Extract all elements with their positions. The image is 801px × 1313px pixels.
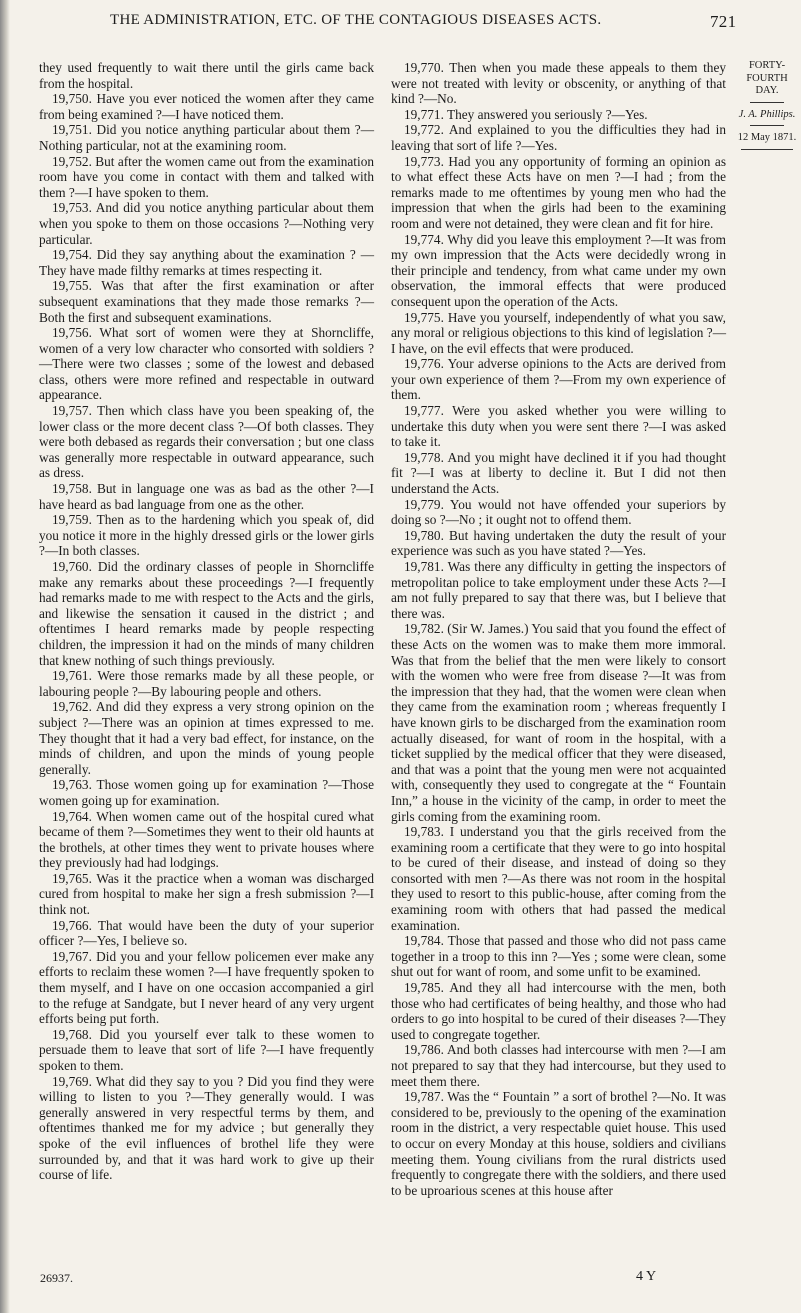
margin-note bbox=[736, 60, 798, 150]
testimony-paragraph: 19,753. And did you notice anything particular about them when you spoke to them on those occasions ?—Nothing very particular. bbox=[39, 200, 374, 247]
testimony-paragraph: 19,780. But having undertaken the duty the result of your experience was such as you have stated ?—Yes. bbox=[391, 527, 726, 559]
testimony-paragraph: 19,763. Those women going up for examination ?—Those women going up for examination. bbox=[39, 777, 374, 808]
testimony-paragraph: 19,755. Was that after the first examination or after subsequent examinations that they made those remarks ?—Both the first and subsequent examinations. bbox=[39, 278, 374, 325]
testimony-paragraph: 19,785. And they all had intercourse with the men, both those who had certificates of being healthy, and those who had orders to go into hospital to be cured of their diseases ?—They used to congregate together. bbox=[391, 980, 726, 1042]
testimony-paragraph: 19,787. Was the “ Fountain ” a sort of brothel ?—No. It was considered to be, previously to the opening of the examination room in the district, a very respectable quiet house. This used to occur on every Monday at this house, soldiers and civilians meeting them. Young civilians from the rural districts used frequently to congregate there with the soldiers, and there used to be uproarious scenes at this house after bbox=[391, 1089, 726, 1198]
testimony-paragraph: 19,765. Was it the practice when a woman was discharged cured from hospital to make her sign a fresh submission ?—I think not. bbox=[39, 870, 374, 918]
margin-day-label-1: FORTY- bbox=[748, 60, 786, 71]
testimony-paragraph: 19,778. And you might have declined it if you had thought fit ?—I was at liberty to decline it. But I did not then understand the Acts. bbox=[391, 449, 726, 497]
testimony-paragraph: 19,757. Then which class have you been speaking of, the lower class or the more decent class ?—Of both classes. They were both debased as regards their conversation ; but one class was generally more respectable in outward appearance, such as dress. bbox=[39, 403, 374, 481]
testimony-paragraph: 19,771. They answered you seriously ?—Yes. bbox=[404, 106, 648, 122]
testimony-paragraph: 19,782. (Sir W. James.) You said that you found the effect of these Acts on the women was to make them more immoral. Was that from the belief that the men were likely to consort with the women who were free from disease ?—It was from the impression that they had, that the women were clean when they came from the examination room ; whereas frequently I have known girls to be discharged from the examination room actually diseased, for want of room in the hospital, with a ticket supplied by the medical officer that they were diseased, and that was a point that the young men were not acquainted with, consequently they used to congregate at the “ Fountain Inn,” a house in the vicinity of the camp, in order to meet the girls coming from the examining room. bbox=[391, 621, 726, 824]
testimony-paragraph: 19,767. Did you and your fellow policemen ever make any efforts to reclaim these women ?—I have frequently spoken to them myself, and I have on one occasion accompanied a girl to the refuge at Sandgate, but I never heard of any very urgent efforts being put forth. bbox=[39, 948, 374, 1027]
testimony-paragraph: 19,768. Did you yourself ever talk to these women to persuade them to leave that sort of life ?—I have frequently spoken to them. bbox=[39, 1026, 374, 1073]
testimony-paragraph: 19,760. Did the ordinary classes of people in Shorncliffe make any remarks about these proceedings ?—I frequently had remarks made to me with respect to the Acts and the girls, and likewise the sensation it caused in the district ; and oftentimes I heard remarks made by people respecting children, the impression it had on the minds of many children that knew nothing of such things previously. bbox=[39, 559, 374, 668]
testimony-paragraph: 19,775. Have you yourself, independently of what you saw, any moral or religious objections to this kind of legislation ?—I have, on the evil effects that were produced. bbox=[391, 309, 726, 356]
testimony-paragraph: 19,754. Did they say anything about the examination ? — They have made filthy remarks at times respecting it. bbox=[39, 247, 374, 278]
testimony-paragraph: 19,750. Have you ever noticed the women after they came from being examined ?—I have noticed them. bbox=[39, 91, 374, 122]
testimony-paragraph: 19,762. And did they express a very strong opinion on the subject ?—There was an opinion at times expressed to me. They thought that it had a very bad effect, for instance, on the minds of children, and upon the minds of young people generally. bbox=[39, 699, 374, 777]
testimony-paragraph: 19,777. Were you asked whether you were willing to undertake this duty when you were sent there ?—I was asked to take it. bbox=[391, 403, 726, 450]
margin-date: 12 May 1871. bbox=[737, 132, 797, 143]
testimony-paragraph: 19,783. I understand you that the girls received from the examining room a certificate that they were to go into hospital to be cured of their disease, and instead of doing so they consorted with men ?—As there was not room in the hospital they used to resort to this public-house, after coming from the examining room with others that had passed the medical examination. bbox=[391, 824, 726, 933]
folio-mark: 4 Y bbox=[636, 1269, 657, 1284]
testimony-paragraph: 19,766. That would have been the duty of your superior officer ?—Yes, I believe so. bbox=[39, 917, 374, 949]
testimony-paragraph: 19,770. Then when you made these appeals to them they were not treated with levity or obscenity, or anything of that kind ?—No. bbox=[391, 60, 726, 107]
testimony-paragraph: 19,751. Did you notice anything particular about them ?—Nothing particular, not at the examining room. bbox=[39, 122, 374, 153]
testimony-paragraph: 19,769. What did they say to you ? Did you find they were willing to listen to you ?—They generally would. I was generally answered in very respectful terms by them, and oftentimes thanked me for my advice ; but generally they spoke of the evil influences of brothel life they were surrounded by, and that it was hard work to give up their course of life. bbox=[39, 1073, 374, 1183]
testimony-paragraph: 19,772. And explained to you the difficulties they had in leaving that sort of life ?—Yes. bbox=[391, 122, 726, 153]
left-column bbox=[39, 60, 374, 1183]
testimony-paragraph: 19,759. Then as to the hardening which you speak of, did you notice it more in the highly dressed girls or the lower girls ?—In both classes. bbox=[39, 512, 374, 559]
testimony-paragraph: 19,773. Had you any opportunity of forming an opinion as to what effect these Acts have on men ?—I had ; from the remarks made to me oftentimes by young men who had the impression that when the girls had been to the examining room and were not detained, they were clean and fit for hire. bbox=[391, 153, 726, 231]
signature-mark: 26937. bbox=[40, 1271, 73, 1285]
testimony-paragraph: 19,758. But in language one was as bad as the other ?—I have heard as bad language from one as the other. bbox=[39, 481, 374, 512]
testimony-paragraph: they used frequently to wait there until the girls came back from the hospital. bbox=[39, 60, 374, 91]
testimony-paragraph: 19,784. Those that passed and those who did not pass came together in a troop to this inn ?—Yes ; some were clean, some shut out for want of room, and some unfit to be examined. bbox=[391, 933, 726, 980]
testimony-paragraph: 19,779. You would not have offended your superiors by doing so ?—No ; it ought not to offend them. bbox=[391, 496, 726, 528]
testimony-paragraph: 19,756. What sort of women were they at Shorncliffe, women of a very low character who consorted with soldiers ?—There were two classes ; some of the lowest and debased class, others were more refined and respectable in outward appearance. bbox=[39, 325, 374, 403]
testimony-paragraph: 19,774. Why did you leave this employment ?—It was from my own impression that the Acts were decidedly wrong in their principle and tendency, from what came under my own observation, the immoral effects that were produced consequent upon the operation of the Acts. bbox=[391, 231, 726, 309]
testimony-paragraph: 19,781. Was there any difficulty in getting the inspectors of metropolitan police to take employment under these Acts ?—I am not fully prepared to say that there was, but I believe that there was. bbox=[391, 559, 726, 621]
testimony-paragraph: 19,764. When women came out of the hospital cured what became of them ?—Sometimes they went to their old haunts at the brothels, at other times they went to private houses where they previously had had lodgings. bbox=[39, 808, 374, 871]
testimony-paragraph: 19,761. Were those remarks made by all these people, or labouring people ?—By labouring people and others. bbox=[39, 668, 374, 699]
margin-day-label-2: FOURTH DAY. bbox=[746, 72, 788, 96]
right-column bbox=[391, 60, 726, 1198]
testimony-paragraph: 19,776. Your adverse opinions to the Acts are derived from your own experience of them ?—From my own experience of them. bbox=[391, 356, 726, 403]
margin-rule bbox=[750, 102, 784, 103]
margin-rule bbox=[741, 149, 793, 150]
page-title: THE ADMINISTRATION, ETC. OF THE CONTAGIOUS DISEASES ACTS. bbox=[110, 12, 602, 28]
margin-witness: J. A. Phillips. bbox=[738, 108, 796, 120]
margin-rule bbox=[750, 125, 784, 126]
testimony-paragraph: 19,752. But after the women came out from the examination room have you come in contact with them and talked with them ?—I have spoken to them. bbox=[39, 153, 374, 200]
book-binding-shadow bbox=[0, 0, 10, 1313]
testimony-paragraph: 19,786. And both classes had intercourse with men ?—I am not prepared to say that they had intercourse, but they used to meet them there. bbox=[391, 1042, 726, 1089]
page-number: 721 bbox=[710, 12, 737, 31]
